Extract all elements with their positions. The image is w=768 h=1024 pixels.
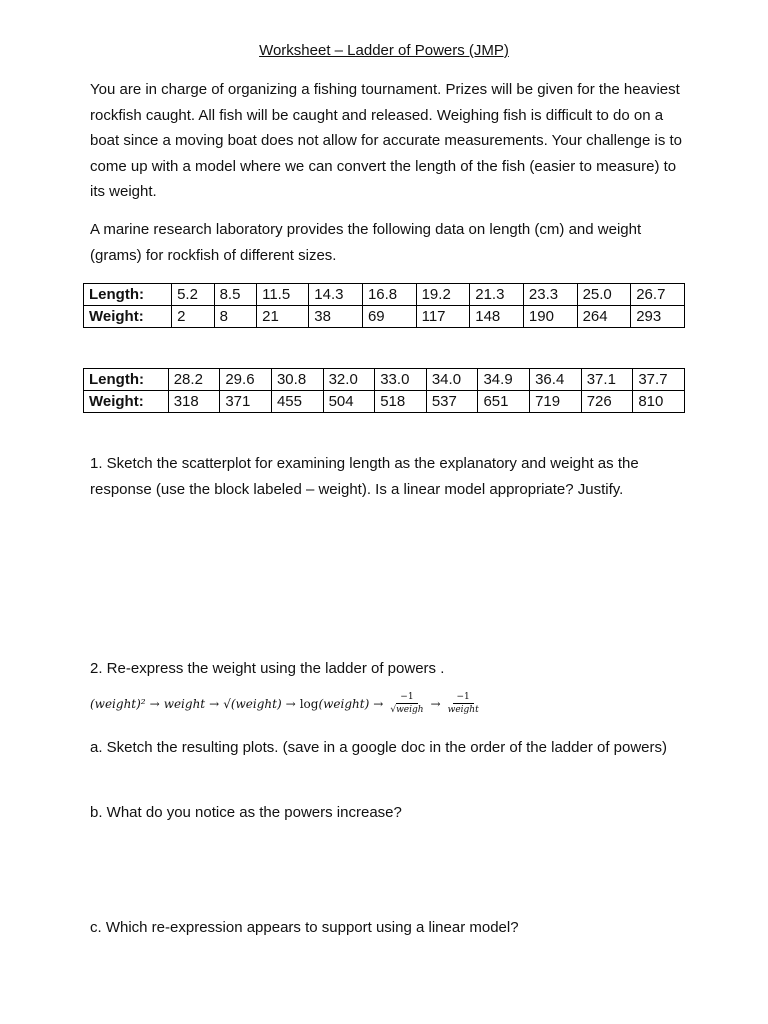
weight-label: Weight: xyxy=(84,391,169,413)
ladder-term-weight: weight xyxy=(163,697,206,711)
question-1: 1. Sketch the scatterplot for examining length as the explanatory and weight as the response (use the block labeled – weight). Is a linear model appropriate? Justify. xyxy=(90,455,639,498)
question-2b: b. What do you notice as the powers increase? xyxy=(90,804,402,821)
weight-cell: 651 xyxy=(478,391,530,413)
length-cell: 34.0 xyxy=(426,369,478,391)
weight-cell: 455 xyxy=(271,391,323,413)
length-row xyxy=(84,284,685,306)
fraction-numerator: −1 xyxy=(453,692,474,704)
weight-cell: 2 xyxy=(172,306,215,328)
length-cell: 11.5 xyxy=(257,284,309,306)
length-cell: 25.0 xyxy=(577,284,631,306)
ladder-term-sqrt: √(weight) xyxy=(223,697,282,711)
length-cell: 36.4 xyxy=(530,369,582,391)
weight-cell: 117 xyxy=(416,306,470,328)
weight-cell: 719 xyxy=(530,391,582,413)
weight-row xyxy=(84,306,685,328)
question-2: 2. Re-express the weight using the ladder of powers . xyxy=(90,660,445,677)
length-cell: 8.5 xyxy=(214,284,257,306)
length-cell: 32.0 xyxy=(323,369,375,391)
arrow-icon: → xyxy=(373,697,384,711)
arrow-icon: → xyxy=(149,697,160,711)
length-cell: 28.2 xyxy=(168,369,220,391)
length-cell: 21.3 xyxy=(470,284,524,306)
fraction-denominator: weight xyxy=(447,705,479,715)
length-cell: 37.7 xyxy=(633,369,685,391)
weight-cell: 190 xyxy=(523,306,577,328)
length-row xyxy=(84,369,685,391)
arrow-icon: → xyxy=(209,697,220,711)
weight-cell: 69 xyxy=(362,306,416,328)
weight-cell: 264 xyxy=(577,306,631,328)
data-table-1 xyxy=(83,283,685,328)
weight-cell: 8 xyxy=(214,306,257,328)
length-cell: 5.2 xyxy=(172,284,215,306)
question-2a: a. Sketch the resulting plots. (save in a google doc in the order of the ladder of powers) xyxy=(90,739,668,756)
ladder-term-neg-inv xyxy=(448,692,479,716)
length-cell: 14.3 xyxy=(309,284,363,306)
fraction-numerator: −1 xyxy=(396,692,417,704)
weight-cell: 148 xyxy=(470,306,524,328)
length-cell: 37.1 xyxy=(581,369,633,391)
length-label: Length: xyxy=(84,284,172,306)
length-cell: 26.7 xyxy=(631,284,685,306)
weight-cell: 293 xyxy=(631,306,685,328)
ladder-term-neg-inv-sqrt xyxy=(390,692,423,716)
length-cell: 19.2 xyxy=(416,284,470,306)
weight-cell: 318 xyxy=(168,391,220,413)
weight-cell: 504 xyxy=(323,391,375,413)
arrow-icon: → xyxy=(285,697,296,711)
data-table-2 xyxy=(83,368,685,413)
ladder-term-log-arg: (weight) xyxy=(318,697,370,711)
worksheet-title: Worksheet – Ladder of Powers (JMP) xyxy=(259,42,509,59)
fraction-denominator: √weigh xyxy=(390,705,424,715)
length-cell: 29.6 xyxy=(220,369,272,391)
length-cell: 34.9 xyxy=(478,369,530,391)
weight-cell: 726 xyxy=(581,391,633,413)
length-cell: 16.8 xyxy=(362,284,416,306)
weight-row xyxy=(84,391,685,413)
intro-paragraph: You are in charge of organizing a fishing tournament. Prizes will be given for the heaviest rockfish caught. All fish will be caught and released. Weighing fish is difficult to do on a boat since a moving boat does not allow for accurate measurements. Your challenge is to come up with a model where we can convert the length of the fish (easier to measure) to its weight. xyxy=(90,81,683,200)
weight-cell: 810 xyxy=(633,391,685,413)
ladder-term-squared: (weight)² xyxy=(90,697,146,711)
length-cell: 33.0 xyxy=(375,369,427,391)
weight-cell: 38 xyxy=(309,306,363,328)
weight-label: Weight: xyxy=(84,306,172,328)
ladder-term-log-fn: log xyxy=(299,697,319,711)
weight-cell: 537 xyxy=(426,391,478,413)
length-label: Length: xyxy=(84,369,169,391)
arrow-icon: → xyxy=(430,697,441,711)
weight-cell: 371 xyxy=(220,391,272,413)
data-intro-paragraph: A marine research laboratory provides the following data on length (cm) and weight (grams) for rockfish of different sizes. xyxy=(90,221,642,264)
length-cell: 30.8 xyxy=(271,369,323,391)
length-cell: 23.3 xyxy=(523,284,577,306)
weight-cell: 21 xyxy=(257,306,309,328)
ladder-of-powers-formula xyxy=(90,692,482,716)
question-2c: c. Which re-expression appears to support using a linear model? xyxy=(90,919,519,936)
weight-cell: 518 xyxy=(375,391,427,413)
